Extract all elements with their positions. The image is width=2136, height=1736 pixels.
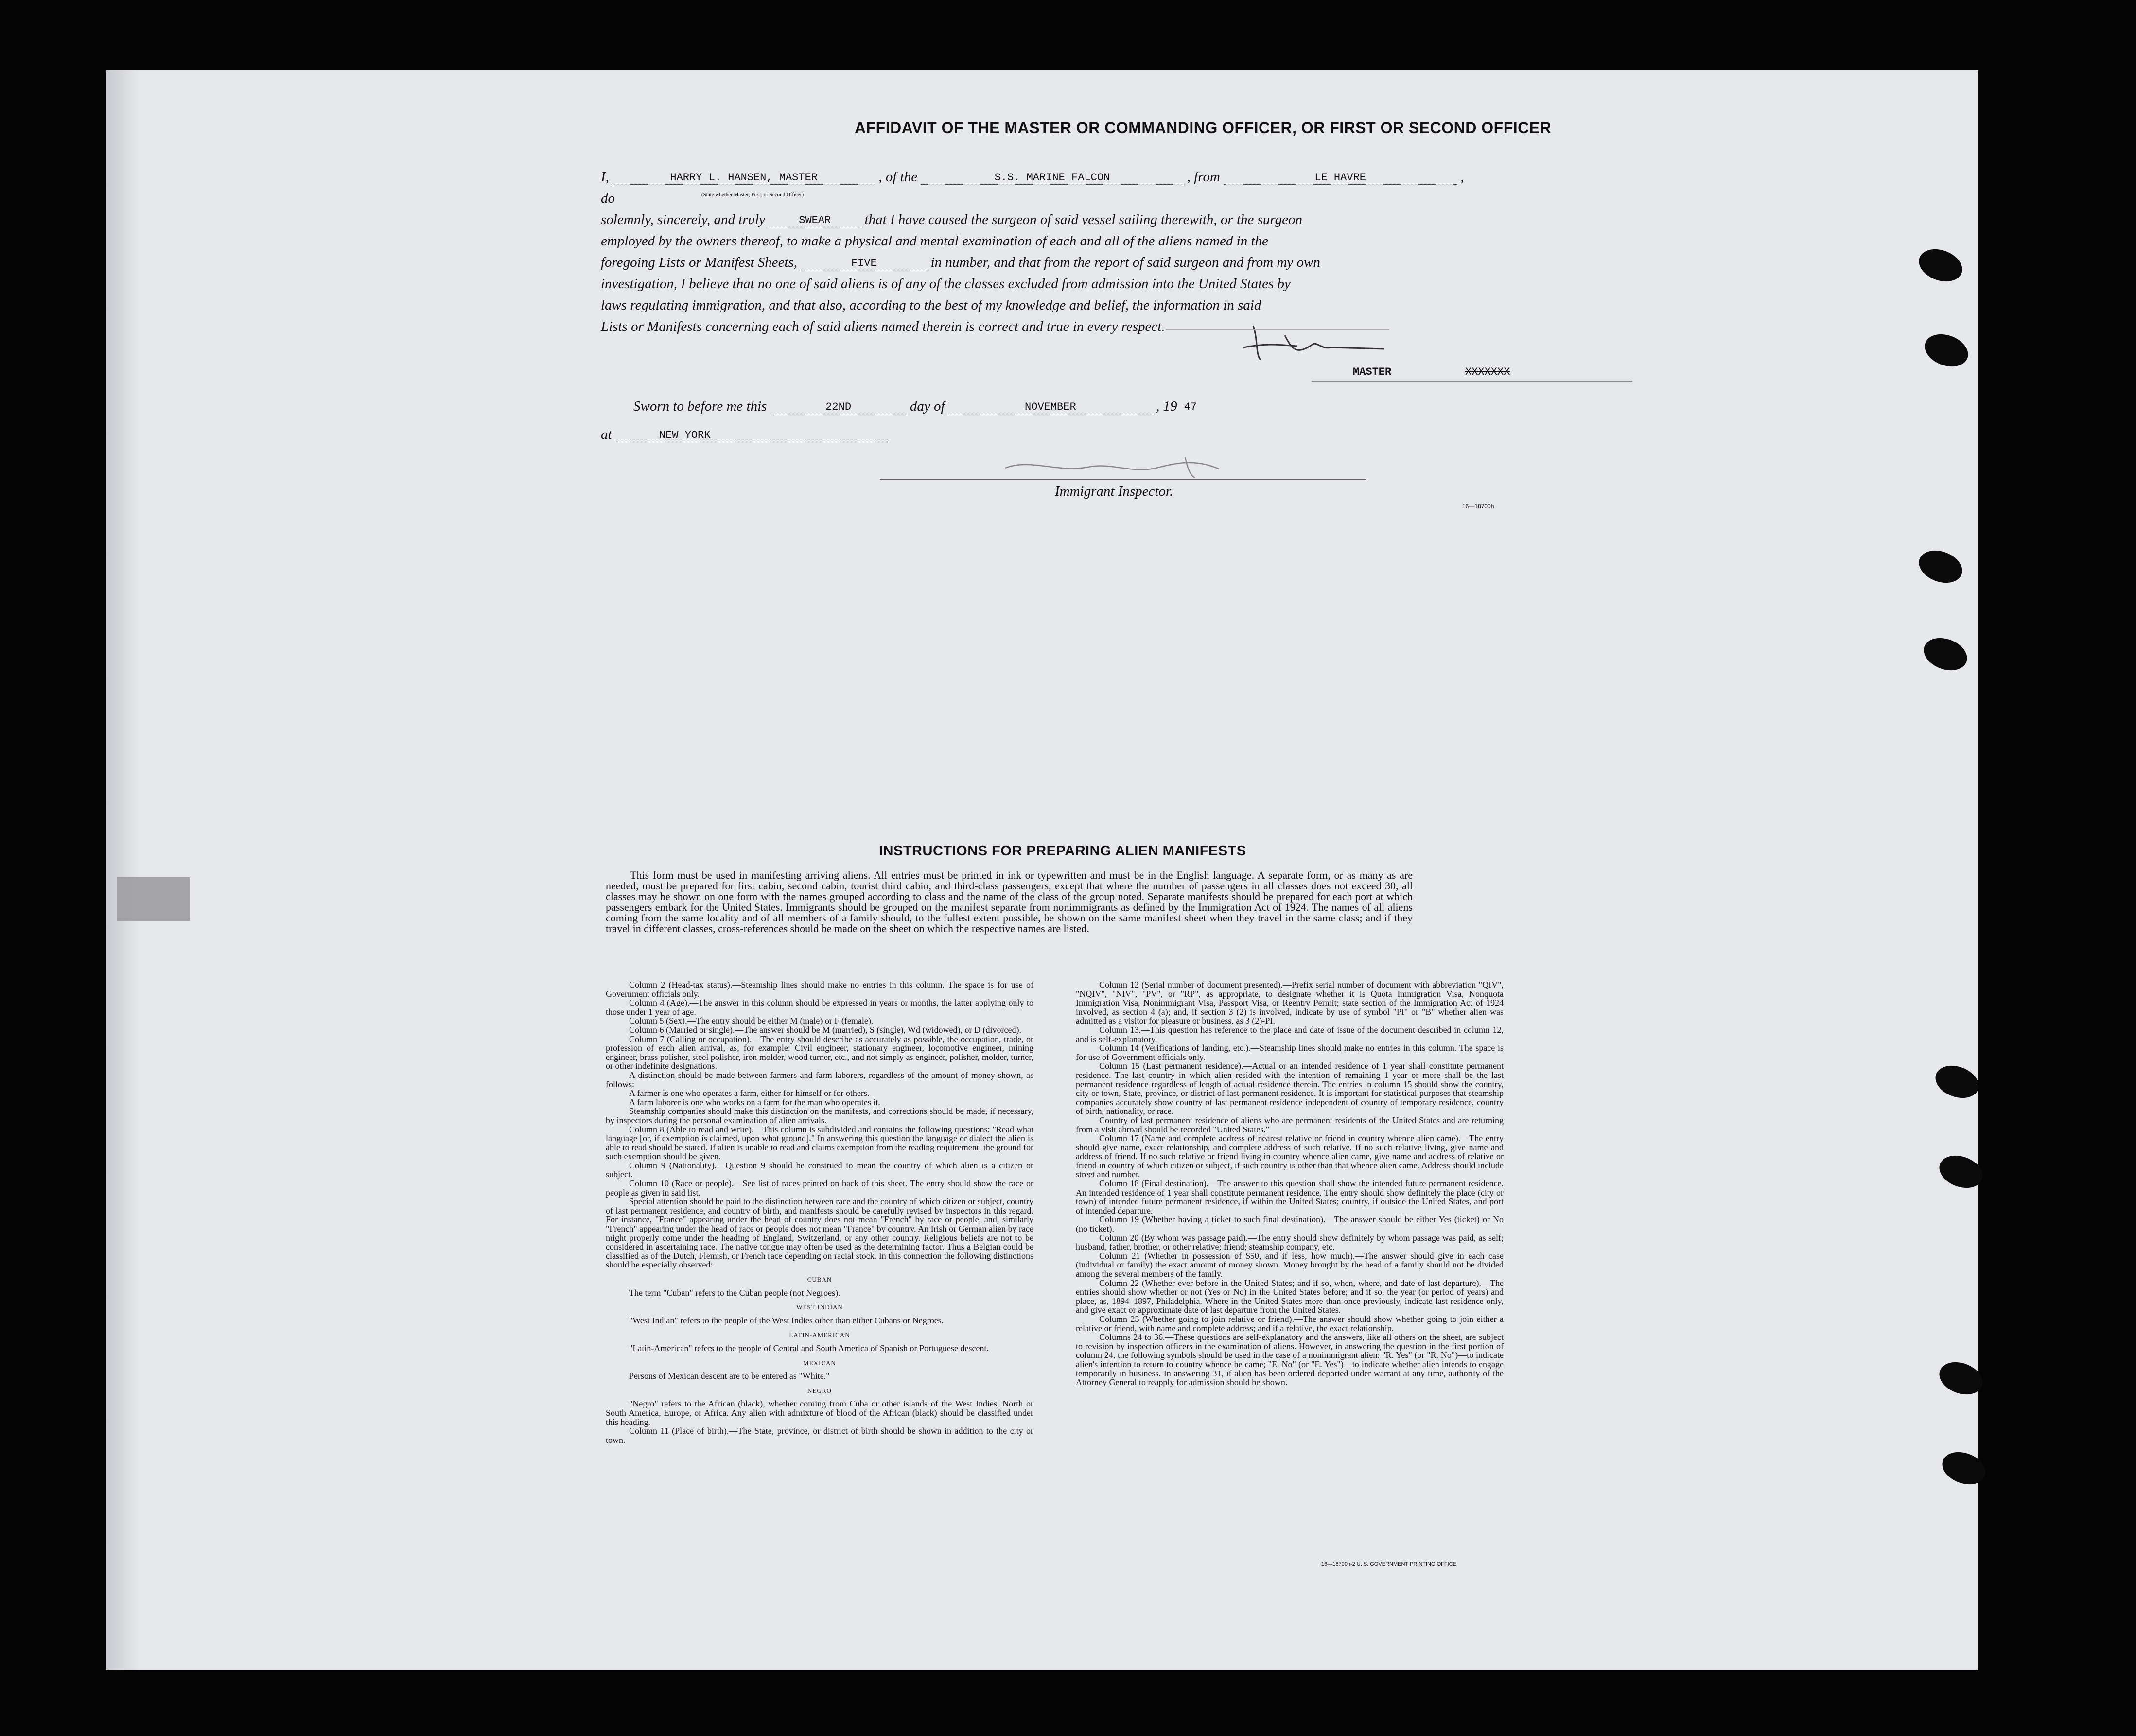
paragraph: A distinction should be made between farmers and farm laborers, regardless of the amount of money shown, as follows: <box>606 1070 1033 1089</box>
paragraph: Column 17 (Name and complete address of nearest relative or friend in country whence alien came).—The entry should give name, exact relationship, and complete address of such relative. If no such relative living, give name and address of friend. If no such relative or friend living in country whence alien came, give name and address of relative or friend in country of which citizen or subject, if such country is other than that whence alien came. Address should include street and number. <box>1076 1133 1504 1180</box>
paragraph: "West Indian" refers to the people of the West Indies other than either Cubans or Negroes. <box>629 1315 944 1325</box>
instructions-right-column <box>1076 980 1504 1387</box>
section-heading: LATIN-AMERICAN <box>789 1331 850 1339</box>
section-heading: WEST INDIAN <box>796 1303 843 1311</box>
master-title: MASTER <box>1353 366 1392 378</box>
paragraph: Persons of Mexican descent are to be entered as "White." <box>629 1371 830 1381</box>
tape-mark <box>117 877 190 921</box>
paragraph: Country of last permanent residence of aliens who are permanent residents of the United States and are returning from a visit abroad should be recorded "United States." <box>1076 1115 1504 1134</box>
edge-stain <box>106 70 140 1670</box>
paragraph: Column 2 (Head-tax status).—Steamship lines should make no entries in this column. The space is for use of Government officials only. <box>606 980 1033 999</box>
section-heading: MEXICAN <box>803 1359 836 1367</box>
section-heading: CUBAN <box>807 1276 832 1283</box>
paragraph: Column 20 (By whom was passage paid).—The entry should show definitely by whom passage was paid, as self; husband, father, brother, or other relative; friend; steamship company, etc. <box>1076 1233 1504 1252</box>
affidavit-line-6: laws regulating immigration, and that also, according to the best of my knowledge and belief, the information in said <box>601 297 1261 313</box>
instructions-title: INSTRUCTIONS FOR PREPARING ALIEN MANIFESTS <box>879 843 1246 859</box>
affidavit-line-2: solemnly, sincerely, and truly SWEAR that I have caused the surgeon of said vessel sailing therewith, or the surgeon <box>601 212 1303 227</box>
punch-hole <box>1935 1150 1987 1194</box>
officer-caption: (State whether Master, First, or Second Officer) <box>701 192 804 198</box>
instructions-left-column <box>606 980 1033 1444</box>
paragraph: Column 15 (Last permanent residence).—Actual or an intended residence of 1 year shall constitute permanent residence. The last country in which alien resided with the intention of remaining 1 year or more shall be the last permanent residence regardless of length of actual residence therein. The entries in column 15 should show the country, city or town, State, province, or district of last permanent residence. It is important for statistical purposes that steamship companies accurately show country of last permanent residence independent of country of temporary residence, country of birth, nationality, or race. <box>1076 1061 1504 1116</box>
paragraph: Column 14 (Verifications of landing, etc.).—Steamship lines should make no entries in this column. The space is for use of Government officials only. <box>1076 1043 1504 1062</box>
document-page <box>106 70 1978 1670</box>
paragraph: Column 21 (Whether in possession of $50, and if less, how much).—The answer should give in each case (individual or family) the exact amount of money shown. Money brought by the head of a family should not be divided among the several members of the family. <box>1076 1250 1504 1279</box>
paragraph: Column 22 (Whether ever before in the United States; and if so, when, where, and date of last departure).—The entries should show whether or not (Yes or No) in the United States before; and if so, the year (or period of years) and place, as, 1894–1897, Philadelphia. Where in the United States more than once previously, indicate last residence only, and give exact or approximate date of last departure from the United States. <box>1076 1278 1504 1315</box>
form-number: 16—18700h <box>1462 503 1494 510</box>
master-line <box>1312 381 1632 382</box>
officer-name-field: HARRY L. HANSEN, MASTER <box>613 172 875 185</box>
paragraph: "Negro" refers to the African (black), whether coming from Cuba or other islands of the West Indies, North or South America, Europe, or Africa. Any alien with admixture of blood of the African (black) should be classified under this heading. <box>606 1399 1033 1427</box>
paragraph: Column 23 (Whether going to join relative or friend).—The answer should show whether going to join either a relative or friend, with name and complete address; and if a relative, the exact relationship. <box>1076 1314 1504 1333</box>
vessel-field: S.S. MARINE FALCON <box>921 172 1183 185</box>
punch-hole <box>1914 243 1967 287</box>
paragraph: A farm laborer is one who works on a farm for the man who operates it. <box>629 1097 880 1107</box>
instructions-intro: This form must be used in manifesting arriving aliens. All entries must be printed in ink or typewritten and must be in the English language. A separate form, or as many as are needed, must be prepared for first cabin, second cabin, tourist third cabin, and third-class passengers, except that where the number of passengers in all classes does not exceed 30, all classes may be shown on one form with the names grouped according to class and the name of the class of the group noted. Separate manifests should be prepared for each port at which passengers embark for the United States. Immigrants should be grouped on the manifest separate from nonimmigrants as defined by the Immigration Act of 1924. The names of all aliens coming from the same locality and of all members of a family should, to the fullest extent possible, be shown on the same manifest sheet when they travel in the same class; and if they travel in different classes, cross-references should be made on the sheet on which the respective names are listed. <box>606 869 1413 935</box>
punch-hole <box>1920 329 1973 372</box>
footer-form-number: 16—18700h-2 U. S. GOVERNMENT PRINTING OFFICE <box>1321 1562 1456 1567</box>
month-field: NOVEMBER <box>948 401 1153 414</box>
paragraph: Column 7 (Calling or occupation).—The entry should describe as accurately as possible, the occupation, trade, or profession of each alien arrival, as, for example: Civil engineer, stationary engineer, locomotive engineer, mining engineer, brass polisher, steel polisher, iron molder, wood turner, etc., and not simply as engineer, polisher, molder, turner, or other indefinite designations. <box>606 1034 1033 1071</box>
punch-hole <box>1931 1060 1983 1104</box>
affidavit-line-5: investigation, I believe that no one of said aliens is of any of the classes excluded from admission into the United States by <box>601 276 1291 292</box>
paragraph: Column 9 (Nationality).—Question 9 should be construed to mean the country of which alien is a citizen or subject. <box>606 1160 1033 1180</box>
paragraph: Columns 24 to 36.—These questions are self-explanatory and the answers, like all others on the sheet, are subject to revision by inspection officers in the examination of aliens. However, in answering the question in the first portion of column 24, the following symbols should be used in the case of a nonimmigrant alien: "R. Yes" (or "R. No")—to indicate alien's intention to return to country whence he came; "E. No" (or "E. Yes")—to indicate whether alien intends to engage temporarily in business. In answering 31, if alien has been ordered deported under warrant at any time, authority of the Attorney General to reapply for admission should be shown. <box>1076 1332 1504 1388</box>
paragraph: "Latin-American" refers to the people of Central and South America of Spanish or Portuguese descent. <box>629 1343 989 1353</box>
paragraph: Column 5 (Sex).—The entry should be either M (male) or F (female). <box>629 1016 874 1026</box>
struck-title: XXXXXXX <box>1465 366 1510 378</box>
section-heading: NEGRO <box>807 1387 832 1394</box>
affidavit-line-1: I, HARRY L. HANSEN, MASTER , of the S.S. MARINE FALCON , from LE HAVRE , do <box>601 169 1464 206</box>
paragraph: Column 6 (Married or single).—The answer should be M (married), S (single), Wd (widowed), or D (divorced). <box>629 1024 1021 1035</box>
place-field: NEW YORK <box>615 429 888 442</box>
punch-hole <box>1914 545 1967 589</box>
punch-hole <box>1919 632 1972 676</box>
year-field: 47 <box>1184 401 1197 413</box>
sheets-field: FIVE <box>801 257 927 270</box>
paragraph: Column 11 (Place of birth).—The State, province, or district of birth should be shown in addition to the city or town. <box>606 1426 1033 1445</box>
paragraph: Column 19 (Whether having a ticket to such final destination).—The answer should be either Yes (ticket) or No (no ticket). <box>1076 1215 1504 1234</box>
paragraph: Column 8 (Able to read and write).—This column is subdivided and contains the following questions: "Read what language [or, if exemption is claimed, upon what ground]." In answering this question the language or dialect the alien is able to read should be stated. If alien is unable to read and claims exemption from the reading requirement, the ground for such exemption should be given. <box>606 1124 1033 1162</box>
paragraph: Column 4 (Age).—The answer in this column should be expressed in years or months, the latter applying only to those under 1 year of age. <box>606 998 1033 1017</box>
inspector-title: Immigrant Inspector. <box>1055 484 1173 499</box>
affidavit-line-3: employed by the owners thereof, to make a physical and mental examination of each and all of the aliens named in the <box>601 233 1268 249</box>
day-field: 22ND <box>770 401 907 414</box>
paragraph: A farmer is one who operates a farm, either for himself or for others. <box>629 1088 870 1098</box>
inspector-line <box>880 479 1366 480</box>
punch-hole <box>1938 1446 1990 1490</box>
affidavit-line-4: foregoing Lists or Manifest Sheets, FIVE in number, and that from the report of said surgeon and from my own <box>601 255 1320 270</box>
punch-hole <box>1935 1356 1987 1400</box>
master-signature <box>1239 321 1394 365</box>
signature-line <box>1166 329 1389 330</box>
oath-field: SWEAR <box>769 214 861 227</box>
place-line: at NEW YORK <box>601 427 888 443</box>
inspector-signature <box>1000 449 1253 483</box>
affidavit-line-7: Lists or Manifests concerning each of said aliens named therein is correct and true in every respect. <box>601 319 1165 334</box>
paragraph: Special attention should be paid to the distinction between race and the country of which citizen or subject, country of last permanent residence, and country of birth, and manifests should be carefully revised by inspectors in this regard. For instance, "France" appearing under the head of country does not mean "French" by race or people, and, similarly "French" appearing under the head of race or people does not mean "France" by country. An Irish or German alien by race might properly come under the heading of England, Switzerland, or any other country. Religious beliefs are not to be considered in ascertaining race. The native tongue may often be used as the determining factor. Thus a Belgian could be classified as of the Dutch, Flemish, or French race depending on racial stock. In this connection the following distinctions should be especially observed: <box>606 1197 1033 1270</box>
paragraph: Column 18 (Final destination).—The answer to this question shall show the intended future permanent residence. An intended residence of 1 year shall constitute permanent residence. The entry should show definitely the place (city or town) of intended future permanent residence, if within the United States; country, if outside the United States, and port of intended departure. <box>1076 1179 1504 1215</box>
paragraph: The term "Cuban" refers to the Cuban people (not Negroes). <box>629 1287 840 1298</box>
paragraph: Column 13.—This question has reference to the place and date of issue of the document described in column 12, and is self-explanatory. <box>1076 1024 1504 1044</box>
paragraph: Steamship companies should make this distinction on the manifests, and corrections should be made, if necessary, by inspectors during the personal examination of alien arrivals. <box>606 1106 1033 1125</box>
paragraph: Column 12 (Serial number of document presented).—Prefix serial number of document with abbreviation "QIV", "NQIV", "NIV", "PV", or "RP", as appropriate, to designate whether it is Quota Immigration Visa, Nonquota Immigration Visa, Nonimmigrant Visa, Passport Visa, or Reentry Permit; state section of the Immigration Act of 1924 involved, as section 4 (a); and, if section 3 (2) is involved, indicate by use of symbol "PI" or "B" whether alien was admitted as a visitor for pleasure or business, as 3 (2)-PI. <box>1076 980 1504 1026</box>
sworn-line: Sworn to before me this 22ND day of NOVEMBER , 19 47 <box>633 399 1200 415</box>
port-field: LE HAVRE <box>1224 172 1457 185</box>
paragraph: Column 10 (Race or people).—See list of races printed on back of this sheet. The entry should show the race or people as given in said list. <box>606 1179 1033 1198</box>
affidavit-title: AFFIDAVIT OF THE MASTER OR COMMANDING OFFICER, OR FIRST OR SECOND OFFICER <box>855 119 1552 137</box>
